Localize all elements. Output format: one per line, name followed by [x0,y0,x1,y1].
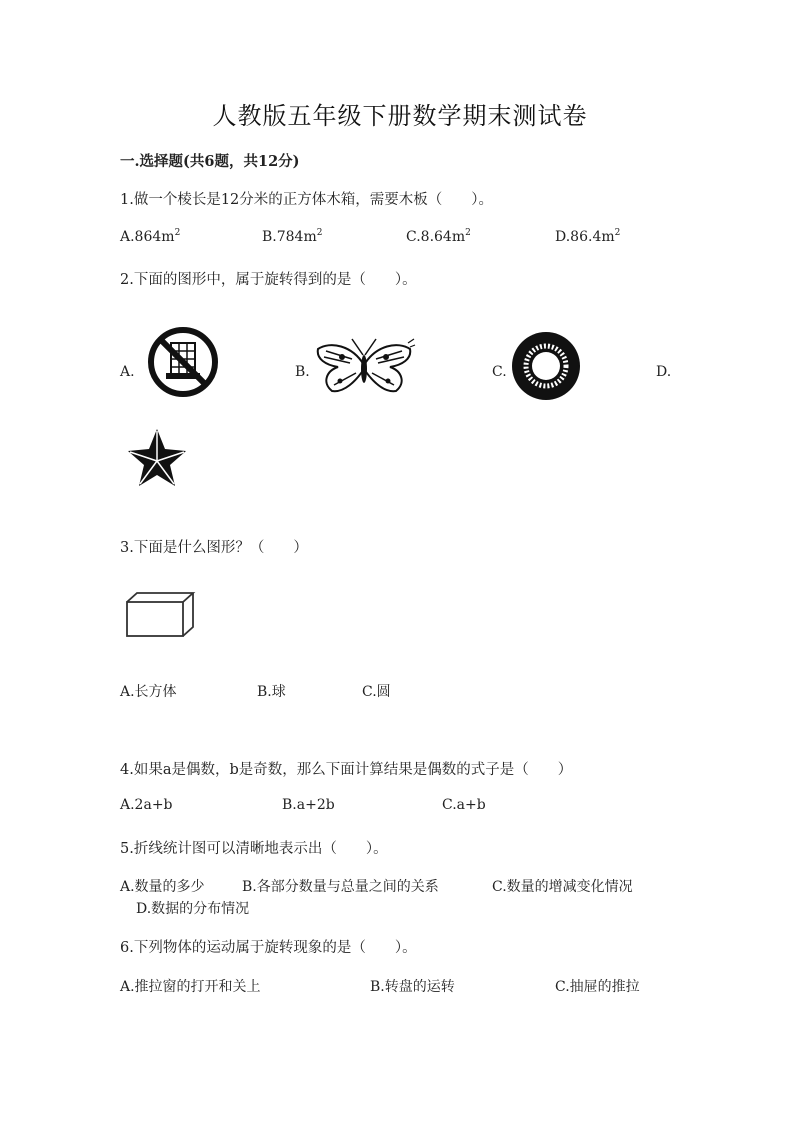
q5-option-b[interactable]: B.各部分数量与总量之间的关系 [242,879,439,895]
no-entry-sign-icon [144,325,222,399]
page-title: 人教版五年级下册数学期末测试卷 [212,102,588,130]
q5-option-d[interactable]: D.数据的分布情况 [136,901,250,917]
q2-option-d-label[interactable]: D. [656,364,672,380]
q1-option-d[interactable] [555,228,620,245]
question-3: 3.下面是什么图形？（ ） [120,540,308,556]
q2-option-a-label[interactable]: A. [120,364,135,380]
superscript: 2 [614,228,621,238]
q2-option-c-label[interactable]: C. [492,364,507,380]
q2-option-b-label[interactable]: B. [295,364,310,380]
cuboid-figure [124,590,196,640]
ring-icon [510,330,582,402]
question-2: 2.下面的图形中，属于旋转得到的是（ ）。 [120,272,417,288]
q6-option-b[interactable]: B.转盘的运转 [370,979,455,995]
q1-option-d-label: D.86.4m [555,229,615,245]
q3-option-a[interactable]: A.长方体 [120,684,177,700]
q1-option-b[interactable] [262,228,322,245]
question-4: 4.如果a是偶数，b是奇数，那么下面计算结果是偶数的式子是（ ） [120,762,573,778]
question-1: 1.做一个棱长是12分米的正方体木箱，需要木板（ ）。 [120,192,494,208]
superscript: 2 [316,228,323,238]
butterfly-icon [312,335,416,399]
q4-option-c[interactable]: C.a+b [442,797,486,813]
q6-option-c[interactable]: C.抽屉的推拉 [555,979,640,995]
star-icon [124,425,190,491]
q1-option-a-label: A.864m [120,229,175,245]
q1-option-c-label: C.8.64m [406,229,466,245]
question-6: 6.下列物体的运动属于旋转现象的是（ ）。 [120,940,417,956]
q5-option-c[interactable]: C.数量的增减变化情况 [492,879,633,895]
q4-option-b[interactable]: B.a+2b [282,797,335,813]
question-5: 5.折线统计图可以清晰地表示出（ ）。 [120,841,388,857]
q1-option-a[interactable] [120,228,180,245]
q3-option-b[interactable]: B.球 [257,684,286,700]
q5-option-a[interactable]: A.数量的多少 [120,879,205,895]
q6-option-a[interactable]: A.推拉窗的打开和关上 [120,979,261,995]
superscript: 2 [465,228,471,238]
section-heading: 一.选择题(共6题，共12分) [120,153,300,170]
superscript: 2 [174,228,181,238]
q3-option-c[interactable]: C.圆 [362,684,391,700]
q1-option-b-label: B.784m [262,229,317,245]
q4-option-a[interactable]: A.2a+b [120,797,173,813]
q1-option-c[interactable] [406,228,471,245]
